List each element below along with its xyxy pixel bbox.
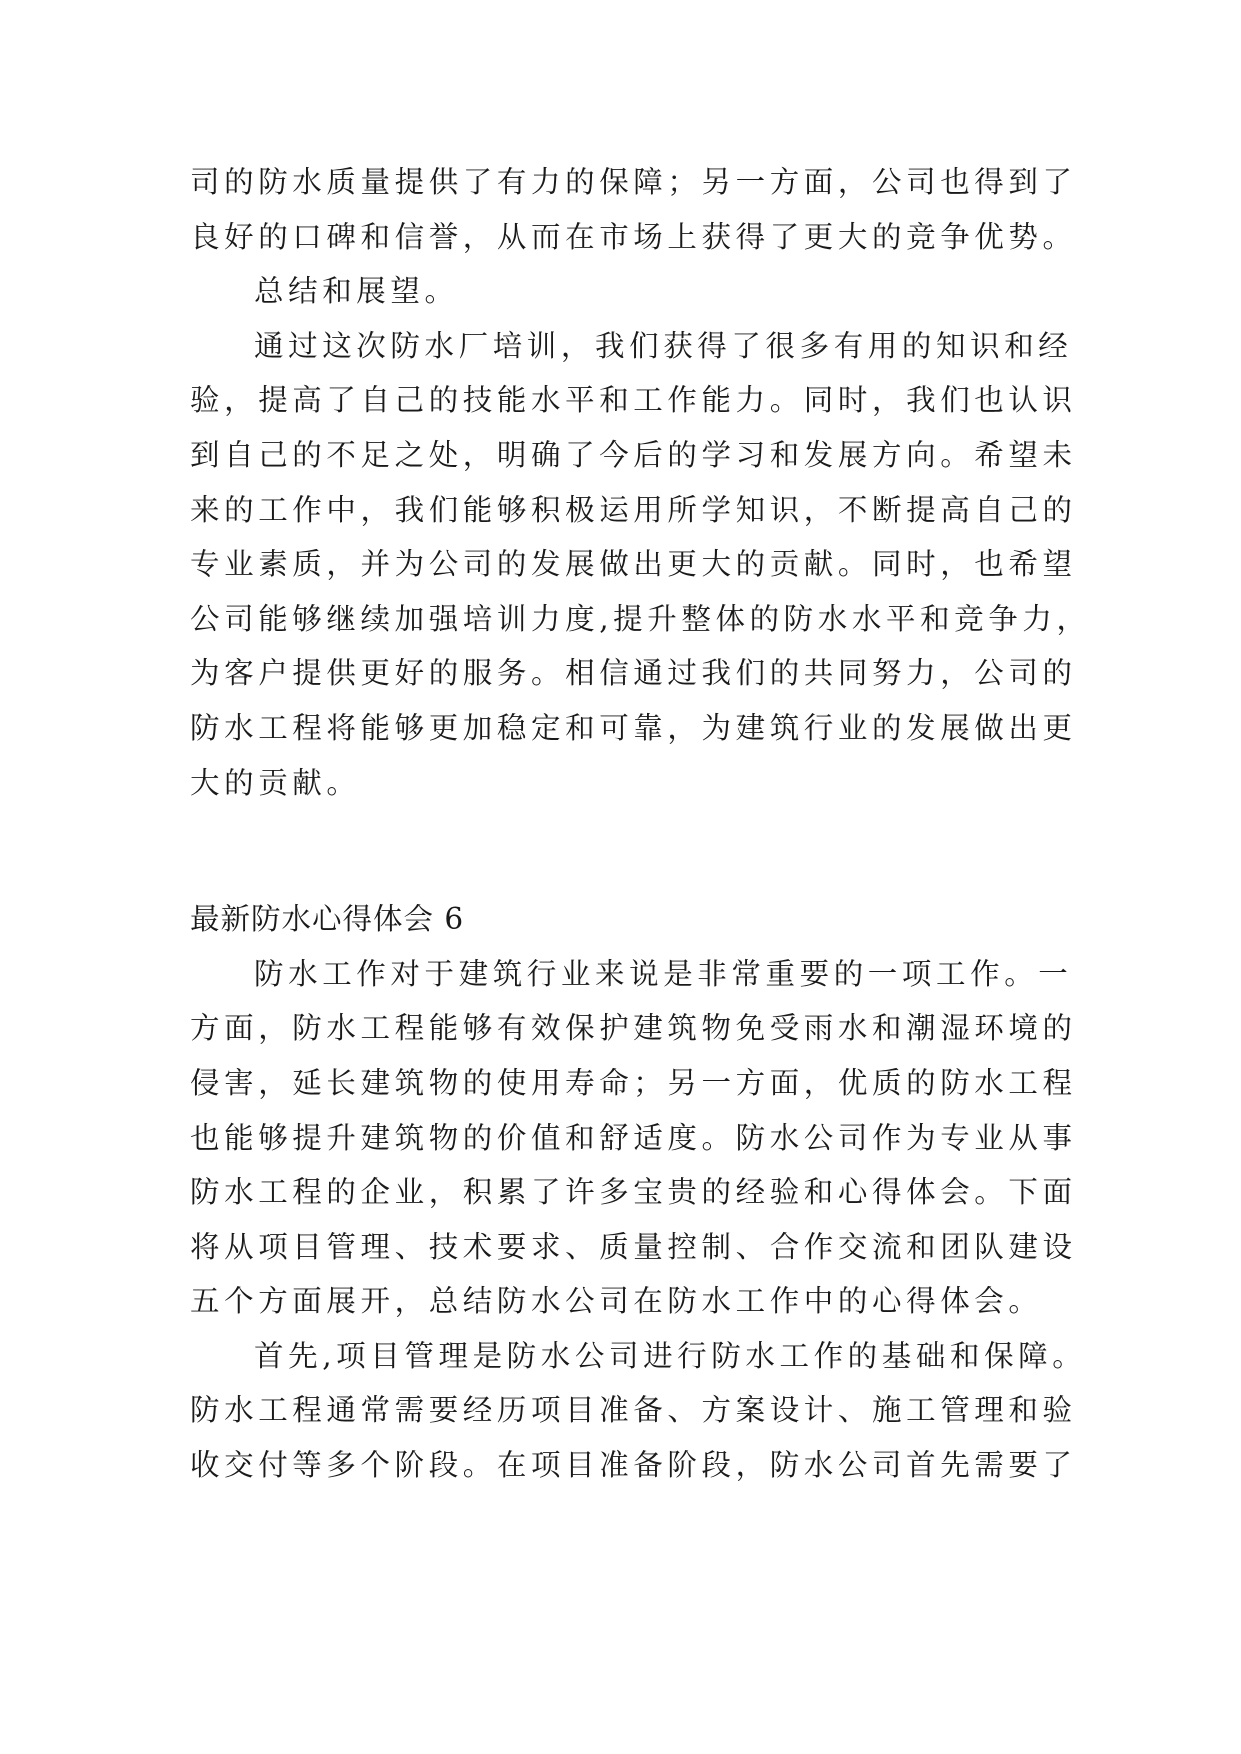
text-line: 防水工作对于建筑行业来说是非常重要的一项工作。一 xyxy=(254,956,1073,991)
text-line: 侵害，延长建筑物的使用寿命；另一方面，优质的防水工程 xyxy=(190,1065,1077,1100)
text-line: 五个方面展开，总结防水公司在防水工作中的心得体会。 xyxy=(190,1284,1043,1319)
text-line: 良好的口碑和信誉，从而在市场上获得了更大的竞争优势。 xyxy=(190,219,1077,254)
text-line: 公司能够继续加强培训力度,提升整体的防水水平和竞争力， xyxy=(190,601,1091,636)
text-line: 验，提高了自己的技能水平和工作能力。同时，我们也认识 xyxy=(190,383,1077,418)
text-line: 防水工程将能够更加稳定和可靠，为建筑行业的发展做出更 xyxy=(190,710,1077,745)
paragraph-intro xyxy=(190,947,1077,1329)
section-title xyxy=(190,892,1050,947)
text-line: 将从项目管理、技术要求、质量控制、合作交流和团队建设 xyxy=(190,1229,1077,1264)
summary-heading xyxy=(190,264,1050,319)
document-body xyxy=(190,155,1091,1493)
text-line: 首先,项目管理是防水公司进行防水工作的基础和保障。 xyxy=(254,1338,1087,1373)
text-line: 为客户提供更好的服务。相信通过我们的共同努力，公司的 xyxy=(190,656,1077,691)
paragraph-summary xyxy=(190,319,1091,810)
paragraph-project-management xyxy=(190,1329,1087,1493)
text-line: 专业素质，并为公司的发展做出更大的贡献。同时，也希望 xyxy=(190,547,1077,582)
text-line: 通过这次防水厂培训，我们获得了很多有用的知识和经 xyxy=(254,328,1073,363)
text-line: 大的贡献。 xyxy=(190,765,361,800)
text-line: 到自己的不足之处，明确了今后的学习和发展方向。希望未 xyxy=(190,437,1077,472)
text-line: 来的工作中，我们能够积极运用所学知识，不断提高自己的 xyxy=(190,492,1077,527)
text-line: 总结和展望。 xyxy=(254,274,459,309)
text-line: 司的防水质量提供了有力的保障；另一方面，公司也得到了 xyxy=(190,165,1077,199)
text-line: 防水工程通常需要经历项目准备、方案设计、施工管理和验 xyxy=(190,1393,1077,1428)
section-gap xyxy=(190,810,1050,892)
text-line: 收交付等多个阶段。在项目准备阶段，防水公司首先需要了 xyxy=(190,1448,1077,1483)
text-line: 最新防水心得体会 6 xyxy=(190,902,465,937)
text-line: 方面，防水工程能够有效保护建筑物免受雨水和潮湿环境的 xyxy=(190,1011,1077,1046)
text-line: 防水工程的企业，积累了许多宝贵的经验和心得体会。下面 xyxy=(190,1175,1077,1210)
text-line: 也能够提升建筑物的价值和舒适度。防水公司作为专业从事 xyxy=(190,1120,1077,1155)
paragraph-continuation xyxy=(190,155,1077,264)
